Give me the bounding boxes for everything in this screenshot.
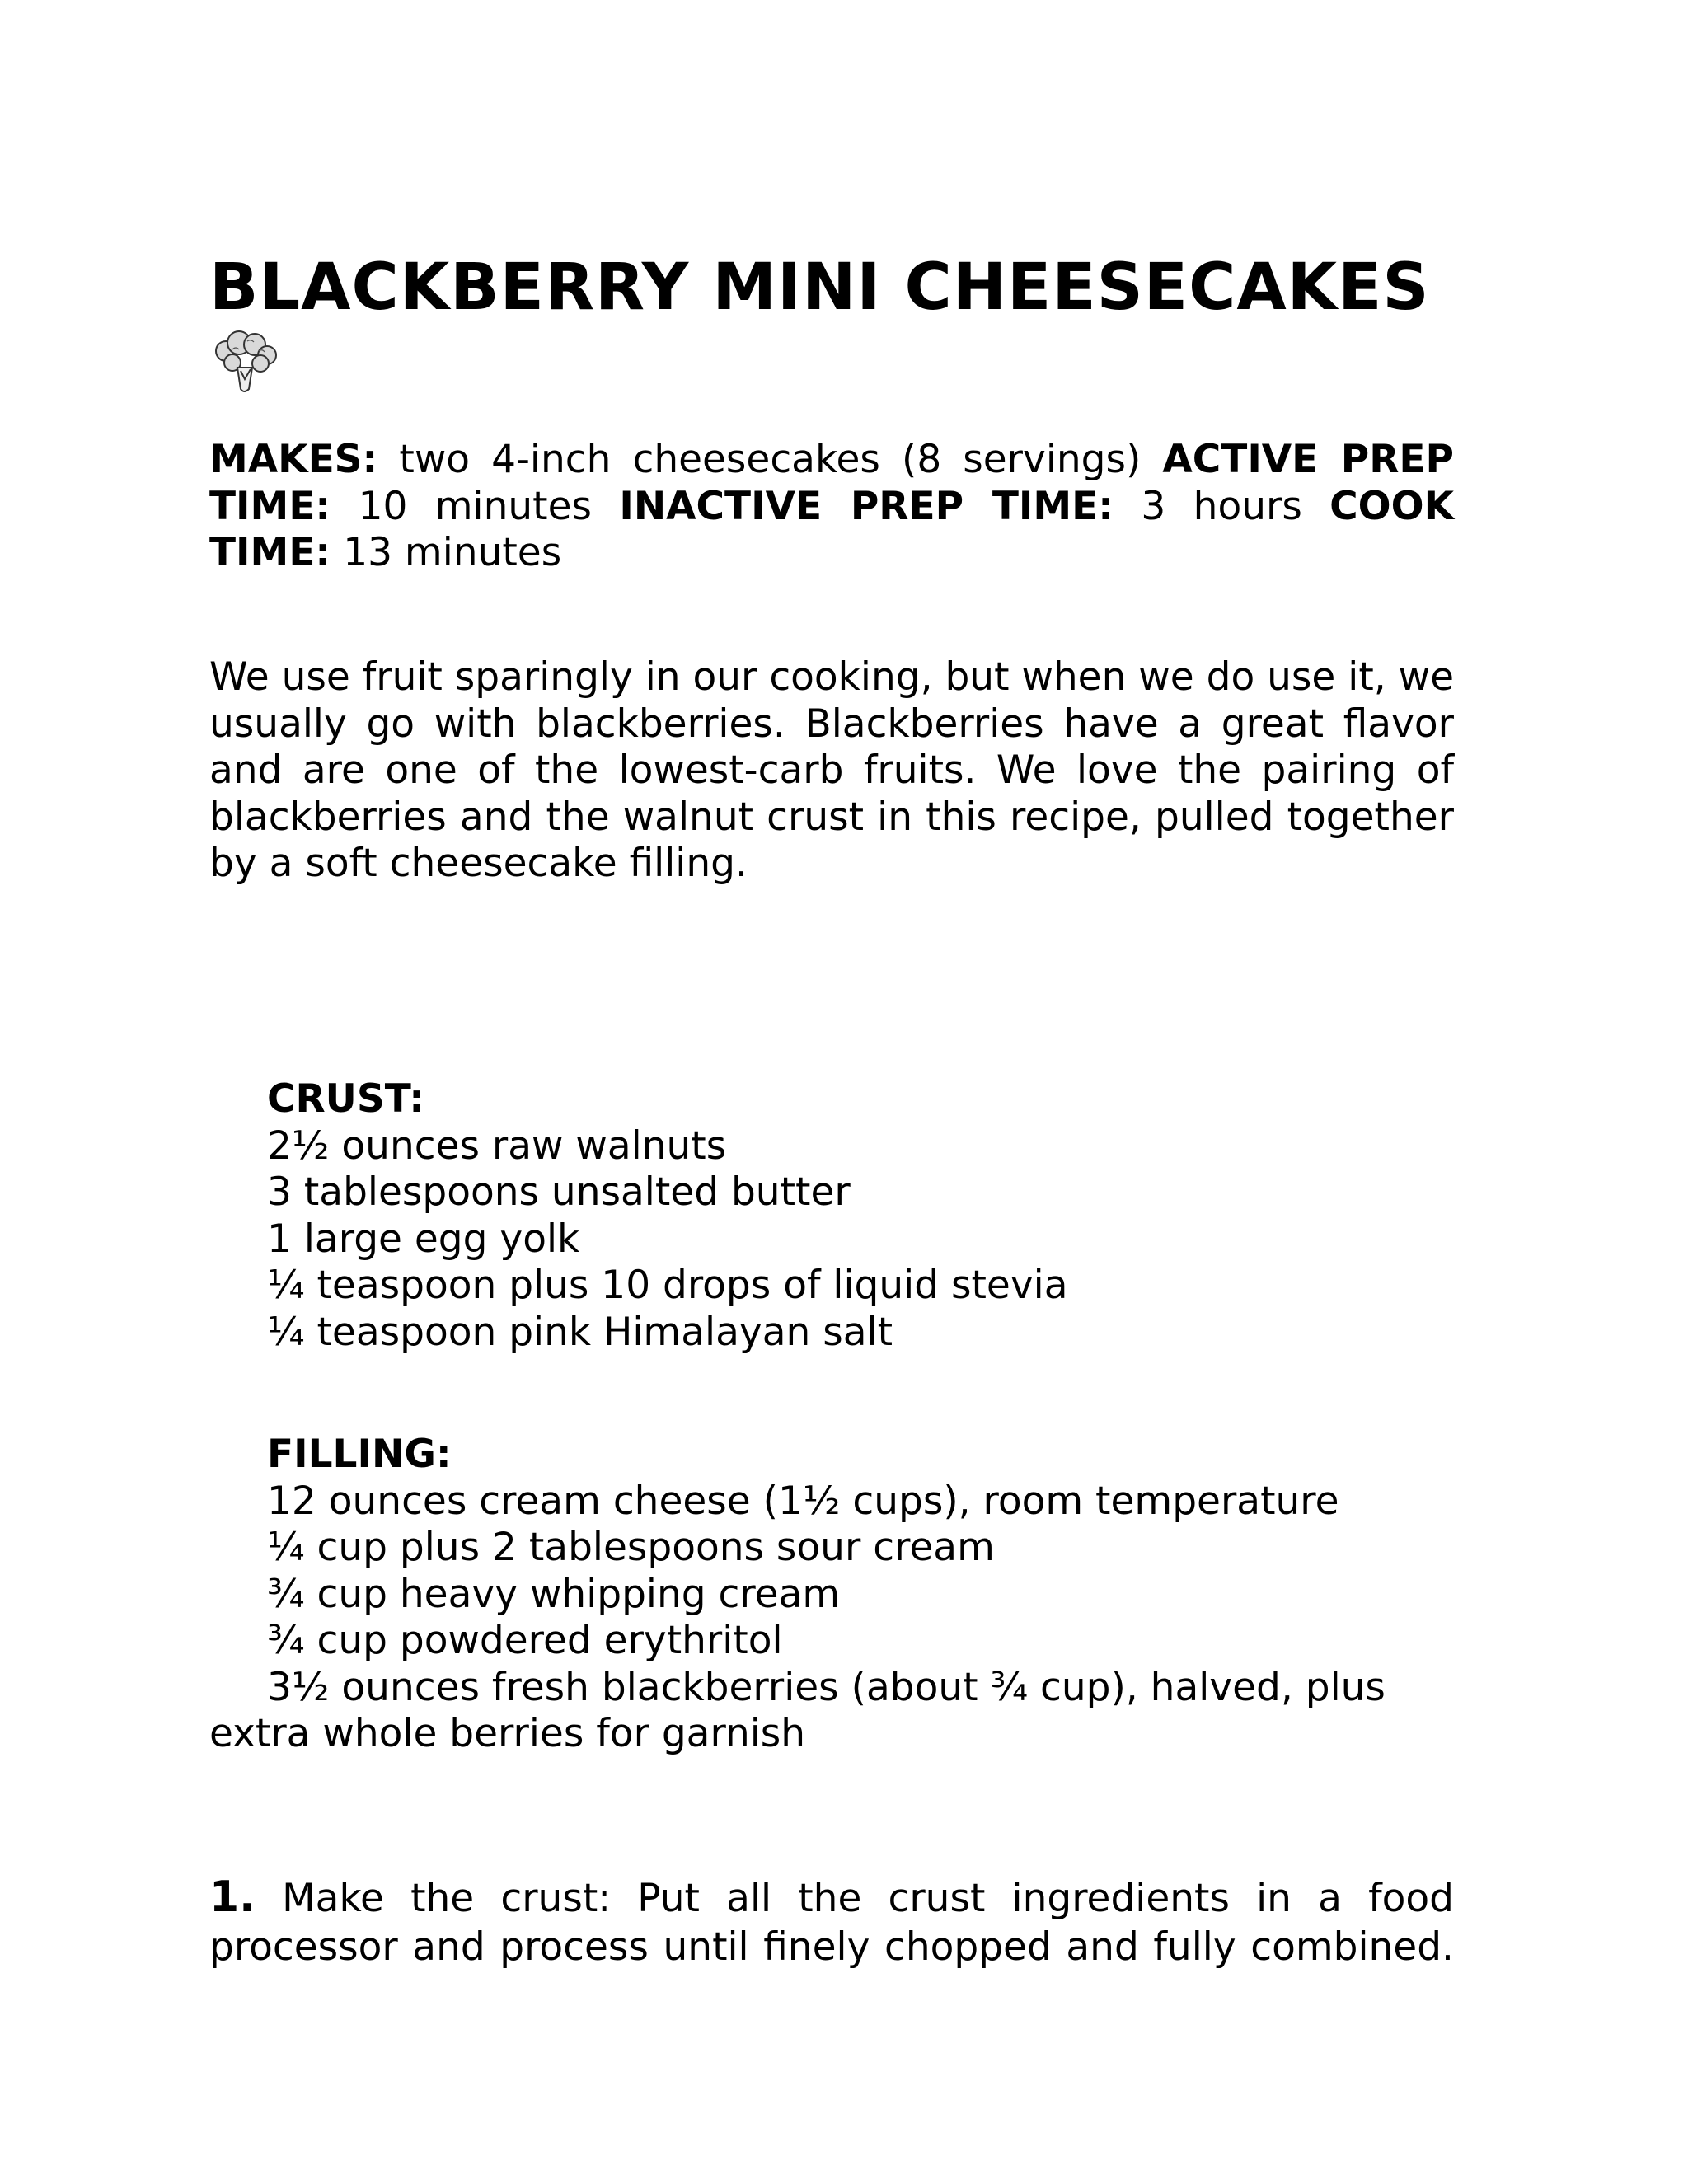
- ingredient-item: ¾ cup heavy whipping cream: [267, 1571, 841, 1617]
- active-prep-value: 10 minutes: [358, 483, 592, 529]
- recipe-meta: [209, 437, 1454, 577]
- ingredient-item: ¼ teaspoon plus 10 drops of liquid stevia: [267, 1263, 1068, 1308]
- ingredient-item: 1 large egg yolk: [267, 1216, 580, 1262]
- inactive-prep-label: INACTIVE PREP TIME:: [619, 483, 1114, 529]
- recipe-intro: We use fruit sparingly in our cooking, but when we do use it, we usually go with blackberries. Blackberries have a great flavor and are one of the lowest-carb fruits. We love the pairing of blackberries and the walnut crust in this recipe, pulled together by a soft cheesecake filling.: [209, 654, 1454, 886]
- inactive-prep-value: 3 hours: [1141, 483, 1302, 529]
- makes-label: MAKES:: [209, 437, 378, 482]
- broccoli-icon: [209, 326, 280, 397]
- step-number: 1.: [209, 1872, 256, 1922]
- instruction-step: [209, 1873, 1454, 1971]
- active-prep-label: ACTIVE PREP TIME:: [209, 437, 1454, 529]
- ingredient-item: ¼ cup plus 2 tablespoons sour cream: [267, 1525, 995, 1570]
- ingredient-item: 12 ounces cream cheese (1½ cups), room temperature: [267, 1478, 1339, 1524]
- filling-heading: FILLING:: [267, 1432, 452, 1477]
- crust-ingredients: [209, 1076, 1479, 1356]
- crust-heading: CRUST:: [267, 1076, 424, 1122]
- ingredient-item: 3 tablespoons unsalted butter: [267, 1169, 851, 1215]
- ingredient-item: ¾ cup powdered erythritol: [267, 1618, 783, 1663]
- step-text: Make the crust: Put all the crust ingredients in a food processor and process until finely chopped and fully combined.: [209, 1876, 1454, 1970]
- filling-ingredients: [209, 1432, 1479, 1758]
- ingredient-item: ¼ teaspoon pink Himalayan salt: [267, 1309, 893, 1355]
- cook-time-label: COOK TIME:: [209, 483, 1454, 575]
- cook-time-value: 13 minutes: [343, 530, 562, 575]
- makes-value: two 4-inch cheesecakes (8 servings): [399, 437, 1142, 482]
- ingredient-item: 2½ ounces raw walnuts: [267, 1122, 727, 1169]
- ingredient-item: 3½ ounces fresh blackberries (about ¾ cup), halved, plus extra whole berries for garnish: [209, 1664, 1386, 1756]
- recipe-title: BLACKBERRY MINI CHEESECAKES: [209, 251, 1430, 325]
